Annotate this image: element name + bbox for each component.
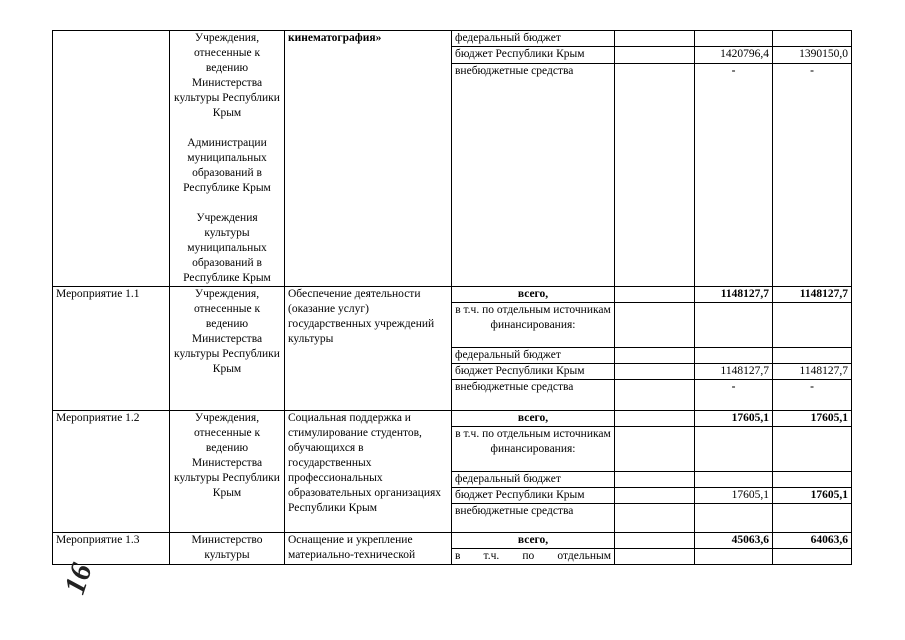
page-number: 16 — [58, 559, 99, 599]
executor-cell: Учреждения, отнесенные к ведению Министерства культуры Республики Крым — [170, 411, 285, 533]
measure-name: Мероприятие 1.3 — [53, 533, 170, 565]
value-cell — [695, 472, 773, 488]
value-cell — [695, 504, 773, 533]
value-cell — [773, 504, 852, 533]
empty-cell — [615, 364, 695, 380]
value-cell — [773, 303, 852, 348]
empty-cell — [615, 380, 695, 411]
source-total: всего, — [452, 287, 615, 303]
value-cell — [773, 348, 852, 364]
value-cell: 45063,6 — [695, 533, 773, 549]
source-republic: бюджет Республики Крым — [452, 47, 615, 63]
empty-cell — [615, 47, 695, 63]
source-breakdown-note: в т.ч. по отдельным источникам финансирования: — [452, 303, 615, 348]
source-federal: федеральный бюджет — [452, 31, 615, 47]
source-offbudget: внебюджетные средства — [452, 504, 615, 533]
value-cell: - — [773, 63, 852, 286]
empty-cell — [615, 31, 695, 47]
value-cell: 1148127,7 — [695, 287, 773, 303]
value-cell: 1148127,7 — [695, 364, 773, 380]
executor-cell: Министерство культуры — [170, 533, 285, 565]
value-cell — [695, 348, 773, 364]
source-breakdown-note: в т.ч. по отдельным — [452, 549, 615, 565]
source-total: всего, — [452, 533, 615, 549]
source-offbudget: внебюджетные средства — [452, 380, 615, 411]
source-offbudget: внебюджетные средства — [452, 63, 615, 286]
measure-title: Социальная поддержка и стимулирование студентов, обучающихся в государственных профессиональных образовательных организациях Республики Крым — [285, 411, 452, 533]
measure-name — [53, 31, 170, 287]
empty-cell — [615, 549, 695, 565]
measure-title: кинематография» — [285, 31, 452, 287]
empty-cell — [615, 472, 695, 488]
source-total: всего, — [452, 411, 615, 427]
value-cell: 17605,1 — [695, 411, 773, 427]
empty-cell — [615, 488, 695, 504]
empty-cell — [615, 411, 695, 427]
executor-cell: Учреждения, отнесенные к ведению Министерства культуры Республики Крым Администрации муниципальных образований в Республике Крым Учреждения культуры муниципальных образований в Республике Крым — [170, 31, 285, 287]
source-federal: федеральный бюджет — [452, 472, 615, 488]
value-cell — [695, 303, 773, 348]
empty-cell — [615, 348, 695, 364]
source-republic: бюджет Республики Крым — [452, 488, 615, 504]
value-cell: 64063,6 — [773, 533, 852, 549]
empty-cell — [615, 504, 695, 533]
value-cell: 17605,1 — [695, 488, 773, 504]
value-cell — [773, 549, 852, 565]
value-cell: 17605,1 — [773, 411, 852, 427]
value-cell — [695, 31, 773, 47]
value-cell: 1420796,4 — [695, 47, 773, 63]
value-cell: - — [695, 380, 773, 411]
value-cell — [773, 472, 852, 488]
value-cell: 1148127,7 — [773, 287, 852, 303]
source-breakdown-note: в т.ч. по отдельным источникам финансирования: — [452, 427, 615, 472]
empty-cell — [615, 427, 695, 472]
measure-name: Мероприятие 1.1 — [53, 287, 170, 411]
value-cell — [773, 427, 852, 472]
executor-cell: Учреждения, отнесенные к ведению Министерства культуры Республики Крым — [170, 287, 285, 411]
value-cell: 17605,1 — [773, 488, 852, 504]
value-cell: - — [773, 380, 852, 411]
value-cell — [773, 31, 852, 47]
measure-title: Обеспечение деятельности (оказание услуг) государственных учреждений культуры — [285, 287, 452, 411]
value-cell: - — [695, 63, 773, 286]
source-federal: федеральный бюджет — [452, 348, 615, 364]
value-cell — [695, 427, 773, 472]
value-cell: 1390150,0 — [773, 47, 852, 63]
measure-name: Мероприятие 1.2 — [53, 411, 170, 533]
empty-cell — [615, 533, 695, 549]
empty-cell — [615, 63, 695, 286]
budget-table — [52, 30, 852, 565]
value-cell — [695, 549, 773, 565]
empty-cell — [615, 287, 695, 303]
measure-title: Оснащение и укрепление материально-технической — [285, 533, 452, 565]
source-republic: бюджет Республики Крым — [452, 364, 615, 380]
empty-cell — [615, 303, 695, 348]
value-cell: 1148127,7 — [773, 364, 852, 380]
